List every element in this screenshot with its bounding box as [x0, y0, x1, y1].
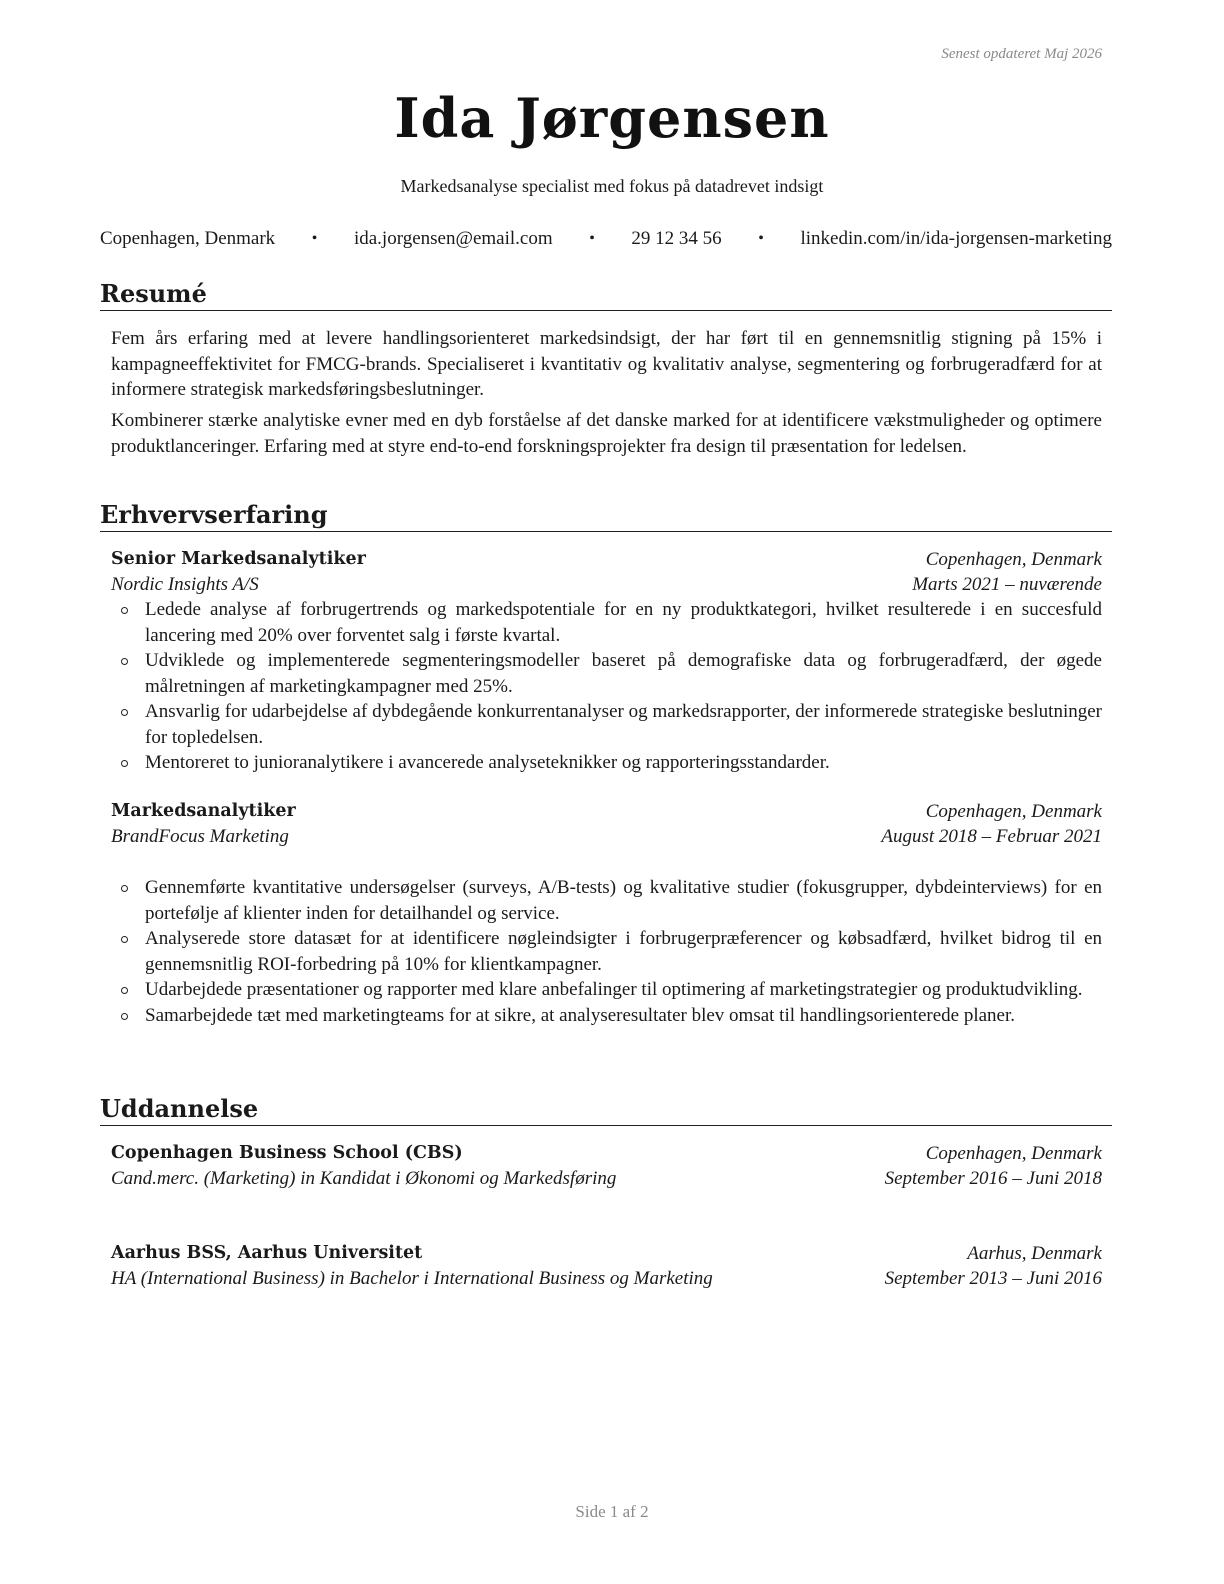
school-location: Copenhagen, Denmark	[925, 1143, 1102, 1164]
job-subheader	[111, 572, 1102, 598]
job-location: Copenhagen, Denmark	[925, 549, 1102, 570]
job-dates: Marts 2021 – nuværende	[912, 574, 1102, 595]
circle-bullet-icon	[121, 885, 128, 892]
circle-bullet-icon	[121, 709, 128, 716]
contact-separator: •	[311, 230, 318, 247]
school-name: Copenhagen Business School (CBS)	[111, 1143, 463, 1163]
job-role: Senior Markedsanalytiker	[111, 549, 366, 569]
circle-bullet-icon	[121, 607, 128, 614]
contact-bar	[100, 228, 1112, 250]
contact-linkedin[interactable]: linkedin.com/in/ida-jorgensen-marketing	[800, 228, 1112, 249]
bullet-text: Samarbejdede tæt med marketingteams for at sikre, at analyseresultater blev omsat til handlingsorienterede planer.	[145, 1004, 1016, 1026]
education-dates: September 2016 – Juni 2018	[884, 1168, 1102, 1189]
page-number: Side 1 af 2	[575, 1502, 649, 1521]
education-header	[111, 1241, 1102, 1267]
bullet-text: Ansvarlig for udarbejdelse af dybdegående konkurrentanalyser og markedsrapporter, der informerede strategiske beslutninger for topledelsen.	[145, 701, 1102, 748]
list-item	[111, 1003, 1102, 1029]
contact-phone: 29 12 34 56	[631, 228, 722, 249]
contact-location: Copenhagen, Denmark	[100, 228, 276, 249]
list-item	[111, 699, 1102, 750]
list-item	[111, 875, 1102, 926]
education-header	[111, 1141, 1102, 1167]
bullet-text: Udarbejdede præsentationer og rapporter med klare anbefalinger til optimering af marketingstrategier og produktudvikling.	[145, 979, 1083, 1000]
summary-paragraph: Fem års erfaring med at levere handlingsorienteret markedsindsigt, der har ført til en gennemsnitlig stigning på 15% i kampagneeffektivitet for FMCG-brands. Specialiseret i kvantitativ og kvalitativ analyse, segmentering og forbrugeradfærd for at informere strategisk markedsføringsbeslutninger.	[111, 328, 1102, 400]
last-updated-note: Senest opdateret Maj 2026	[941, 46, 1102, 62]
job-subheader	[111, 824, 1102, 850]
list-item	[111, 926, 1102, 977]
circle-bullet-icon	[121, 658, 128, 665]
bullet-text: Udviklede og implementerede segmenteringsmodeller baseret på demografiske data og forbrugeradfærd, der øgede målretningen af marketingkampagner med 25%.	[145, 650, 1102, 697]
job-dates: August 2018 – Februar 2021	[881, 826, 1102, 847]
list-item	[111, 597, 1102, 648]
tagline: Markedsanalyse specialist med fokus på datadrevet indsigt	[400, 176, 824, 196]
summary-paragraph: Kombinerer stærke analytiske evner med en dyb forståelse af det danske marked for at identificere vækstmuligheder og optimere produktlanceringer. Erfaring med at styre end-to-end forskningsprojekter fra design til præsentation for ledelsen.	[111, 410, 1102, 457]
job-bullets	[111, 597, 1102, 776]
job-bullets	[111, 875, 1102, 1028]
circle-bullet-icon	[121, 760, 128, 767]
school-location: Aarhus, Denmark	[967, 1243, 1102, 1264]
job-company: BrandFocus Marketing	[111, 826, 289, 847]
section-title-summary: Resumé	[100, 280, 1112, 311]
circle-bullet-icon	[121, 987, 128, 994]
contact-email[interactable]: ida.jorgensen@email.com	[353, 228, 553, 249]
list-item	[111, 977, 1102, 1003]
bullet-text: Ledede analyse af forbrugertrends og markedspotentiale for en ny produktkategori, hvilket resulterede i en succesfuld lancering med 20% over forventet salg i første kvartal.	[145, 599, 1102, 646]
job-role: Markedsanalytiker	[111, 801, 296, 821]
circle-bullet-icon	[121, 936, 128, 943]
job-location: Copenhagen, Denmark	[925, 801, 1102, 822]
section-title-education: Uddannelse	[100, 1095, 1112, 1126]
circle-bullet-icon	[121, 1013, 128, 1020]
job-company: Nordic Insights A/S	[111, 574, 259, 595]
contact-separator: •	[758, 230, 764, 247]
school-name: Aarhus BSS, Aarhus Universitet	[111, 1243, 423, 1263]
job-header	[111, 799, 1102, 825]
education-dates: September 2013 – Juni 2016	[884, 1268, 1102, 1289]
candidate-name: Ida Jørgensen	[394, 86, 830, 150]
job-header	[111, 547, 1102, 573]
list-item	[111, 750, 1102, 776]
degree: HA (International Business) in Bachelor i International Business og Marketing	[111, 1268, 713, 1289]
bullet-text: Mentoreret to junioranalytikere i avancerede analyseteknikker og rapporteringsstandarder.	[145, 752, 830, 773]
education-subheader	[111, 1166, 1102, 1192]
contact-separator: •	[589, 230, 595, 247]
bullet-text: Analyserede store datasæt for at identificere nøgleindsigter i forbrugerpræferencer og købsadfærd, hvilket bidrog til en gennemsnitlig ROI-forbedring på 10% for klientkampagner.	[145, 928, 1102, 975]
list-item	[111, 648, 1102, 699]
degree: Cand.merc. (Marketing) in Kandidat i Økonomi og Markedsføring	[111, 1168, 617, 1189]
education-subheader	[111, 1266, 1102, 1292]
bullet-text: Gennemførte kvantitative undersøgelser (surveys, A/B-tests) og kvalitative studier (fokusgrupper, dybdeinterviews) for en portefølje af klienter inden for detailhandel og service.	[145, 877, 1102, 924]
section-title-experience: Erhvervserfaring	[100, 501, 1112, 532]
